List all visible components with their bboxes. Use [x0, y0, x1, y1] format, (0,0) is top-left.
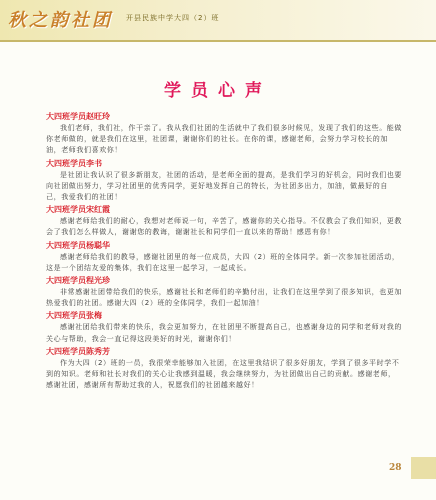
page-title: 学员心声 [164, 81, 272, 101]
testimonial-text: 非常感谢社团带给我们的快乐，感谢社长和老师们的辛勤付出，让我们在这里学到了很多知识，也更加热爱我们的社团。感谢大四（2）班的全体同学，我们一起加油！ [46, 288, 402, 308]
testimonials [46, 110, 402, 392]
testimonial [46, 346, 402, 392]
club-title: 秋之韵社团 [8, 10, 113, 31]
page-number: 28 [389, 463, 402, 473]
testimonial [46, 275, 402, 309]
testimonial-text: 感谢老师给我们的教导，感谢社团里的每一位成员，大四（2）班的全体同学。新一次参加社团活动，这是一个团结友爱的集体，我们在这里一起学习，一起成长。 [46, 252, 400, 272]
testimonial-text: 感谢老师给我们的耐心，我想对老师说一句，辛苦了，感谢你的关心指导。不仅教会了我们知识，更教会了我们怎么样做人，谢谢您的教诲，谢谢社长和同学们一直以来的帮助！感恩有你！ [46, 217, 402, 237]
testimonial [46, 310, 402, 344]
testimonial [46, 204, 402, 238]
testimonial-author: 大四班学员陈秀芳 [46, 346, 110, 356]
testimonial [46, 111, 402, 157]
header-rule [0, 40, 436, 42]
corner-tab [411, 457, 436, 479]
testimonial-text: 作为大四（2）班的一员，我很荣幸能够加入社团，在这里我结识了很多好朋友，学到了很多平时学不到的知识。老师和社长对我们的关心让我感到温暖，我会继续努力，为社团做出自己的贡献。感谢老师，感谢社团，感谢所有帮助过我的人，祝愿我们的社团越来越好！ [46, 358, 400, 390]
testimonial-author: 大四班学员赵旺玲 [46, 112, 110, 121]
testimonial-author: 大四班学员张梅 [46, 311, 102, 321]
club-subtitle: 开县民族中学大四（2）班 [126, 14, 220, 22]
testimonial-text: 是社团让我认识了很多新朋友，社团的活动，是老师全面的提高，是我们学习的好机会，同时我们也要向社团做出努力，学习社团里的优秀同学，更好地发挥自己的特长，为社团多出力，加油，做最好的自己，我爱我们的社团！ [46, 170, 402, 202]
testimonial-text: 感谢社团给我们带来的快乐，我会更加努力，在社团里不断提高自己，也感谢身边的同学和老师对我的关心与帮助，我会一直记得这段美好的时光，谢谢你们！ [46, 323, 402, 343]
testimonial-author: 大四班学员宋红霞 [46, 205, 110, 215]
testimonial-author: 大四班学员程光珍 [46, 276, 110, 286]
testimonial-author: 大四班学员杨聪华 [46, 240, 110, 250]
testimonial [46, 240, 402, 274]
testimonial [46, 158, 402, 204]
testimonial-text: 我们老师，我们社，作干亲了。我从我们社团的生活就中了我们很多时候见，发现了我们的这些。能做你老师做的，就是我们在这里，社团课，谢谢你们的社长。在你的课，感谢老师，会努力学习校长的加油，老师我们喜欢你！ [46, 124, 402, 155]
testimonial-author: 大四班学员李书 [46, 158, 102, 168]
